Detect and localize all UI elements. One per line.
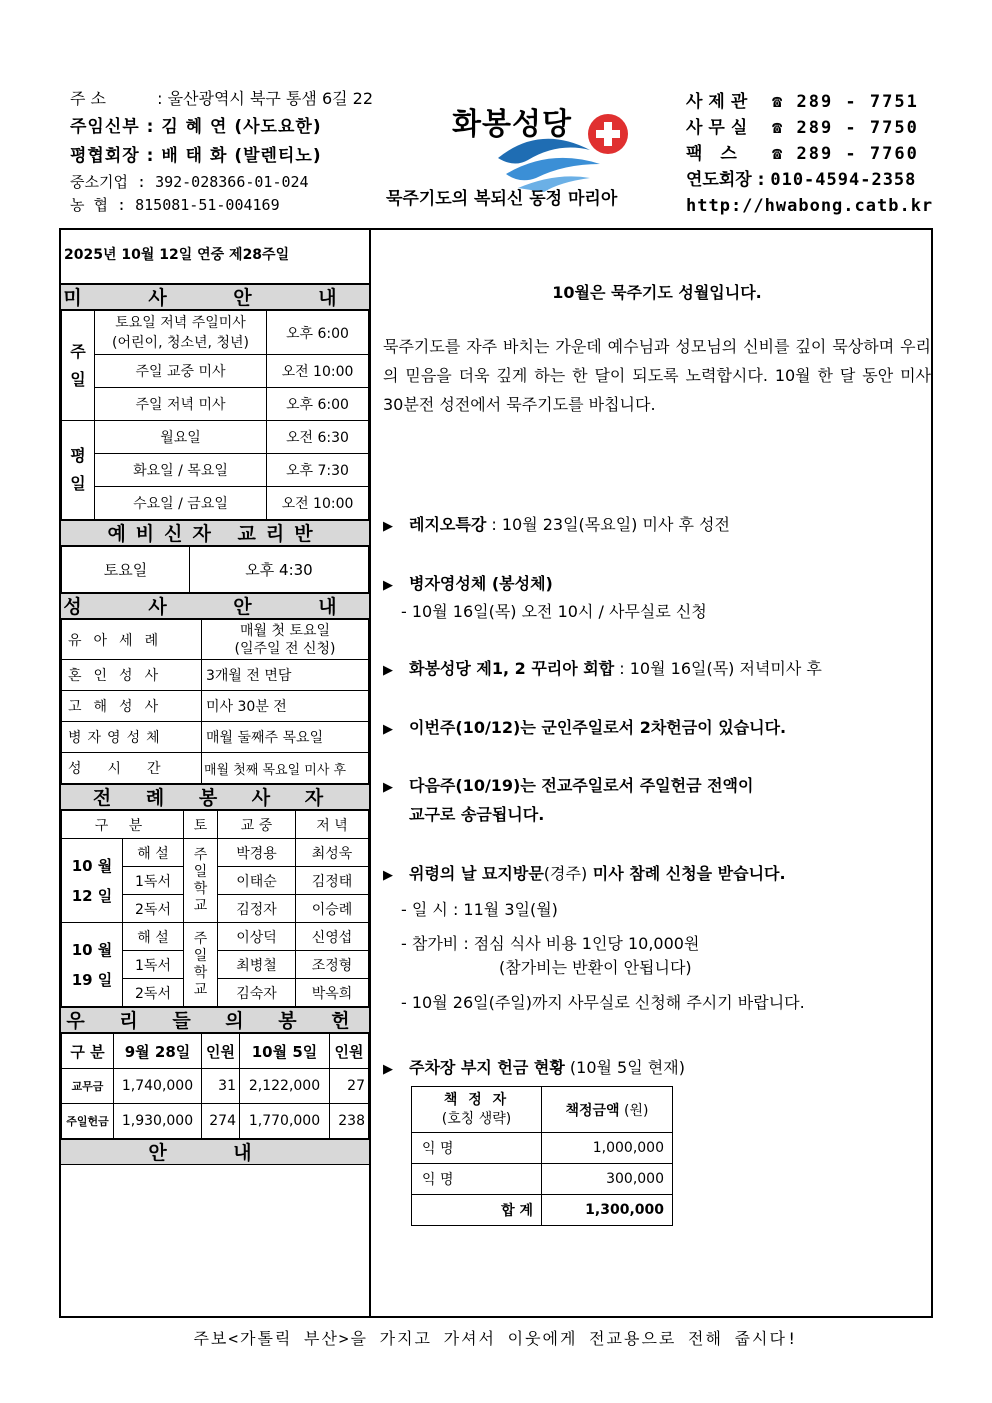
- left-column: [61, 230, 369, 1165]
- mass-time: 오후 7:30: [267, 454, 369, 487]
- triangle-bullet-icon: ▶: [383, 663, 393, 678]
- frame-bottom-line: [59, 1316, 933, 1318]
- offering-header: 9월 28일: [114, 1034, 202, 1069]
- mass-name: 수요일 / 금요일: [95, 487, 267, 520]
- church-name: 화봉성당: [452, 107, 572, 142]
- mass-name: 주일 교중 미사: [95, 355, 267, 388]
- intro-paragraph: 묵주기도를 자주 바치는 가운데 예수님과 성모님의 신비를 깊이 묵상하며 우리의 믿음을 더욱 깊게 하는 한 달이 되도록 노력합시다. 10월 한 달 동안 미사 30분전 성전에서 묵주기도를 바칩니다.: [383, 337, 931, 414]
- address-label: 주 소: [70, 89, 106, 108]
- notice-title: 안 내: [61, 1139, 369, 1165]
- mass-name: 월요일: [95, 421, 267, 454]
- offering-count: 238: [330, 1104, 369, 1139]
- sacrament-name: 고해성사: [62, 691, 202, 722]
- offering-header: 구 분: [62, 1034, 114, 1069]
- serve-date: 10 월 12 일: [62, 839, 123, 923]
- offering-count: 31: [202, 1069, 240, 1104]
- serve-role: 해 설: [123, 839, 184, 867]
- offering-label: 교무금: [62, 1069, 114, 1104]
- serve-main: 이상덕: [218, 923, 296, 951]
- offering-count: 274: [202, 1104, 240, 1139]
- parking-header-name: 책 정 자 (호칭 생략): [412, 1087, 542, 1133]
- council-name: 배 태 화 (발렌티노): [161, 146, 322, 166]
- catechumen-day: 토요일: [62, 547, 190, 593]
- triangle-bullet-icon: ▶: [383, 578, 393, 593]
- offering-header: 10월 5일: [240, 1034, 330, 1069]
- triangle-bullet-icon: ▶: [383, 722, 393, 737]
- mass-time: 오전 6:30: [267, 421, 369, 454]
- parking-total: 1,300,000: [542, 1195, 673, 1226]
- notice-item: ▶ 화봉성당 제1, 2 꾸리아 회합 : 10월 16일(목) 저녁미사 후: [383, 659, 822, 678]
- notice-sub: - 참가비 : 점심 식사 비용 1인당 10,000원: [401, 934, 700, 953]
- notice-item: ▶ 다음주(10/19)는 전교주일로서 주일헌금 전액이: [383, 776, 754, 795]
- serve-header: 구 분: [62, 811, 184, 839]
- serve-main: 김숙자: [218, 979, 296, 1007]
- contact-fax: 팩 스 ☎ 289 - 7760: [686, 144, 919, 164]
- sacrament-name: 성시간: [62, 753, 202, 784]
- sacrament-value: 매월 첫 토요일 (일주일 전 신청): [202, 620, 369, 660]
- serve-eve: 이승례: [296, 895, 369, 923]
- header-info: 주 소 : 울산광역시 북구 통샘 6길 22 주임신부 : 김 혜 연 (사도요한) 평협회장 : 배 태 화 (발렌티노) 중소기업 : 392-028366-01-024 농 협 : 815081-51-004169: [70, 84, 370, 217]
- month-title: 10월은 묵주기도 성월입니다.: [552, 283, 762, 302]
- mass-table: [61, 310, 369, 520]
- offering-amount: 1,930,000: [114, 1104, 202, 1139]
- pastor-name: 김 혜 연 (사도요한): [161, 117, 322, 137]
- triangle-bullet-icon: ▶: [383, 868, 393, 883]
- mass-time: 오전 10:00: [267, 487, 369, 520]
- offering-amount: 2,122,000: [240, 1069, 330, 1104]
- serve-main: 이태순: [218, 867, 296, 895]
- serve-main: 박경용: [218, 839, 296, 867]
- offering-title: 우 리 들 의 봉 헌: [61, 1007, 369, 1033]
- triangle-bullet-icon: ▶: [383, 519, 393, 534]
- bulletin-date: 2025년 10월 12일 연중 제28주일: [61, 230, 369, 284]
- sunday-label: 주일: [62, 311, 95, 421]
- notice-item: ▶ 이번주(10/12)는 군인주일로서 2차헌금이 있습니다.: [383, 718, 787, 737]
- parking-header-amount: 책정금액 (원): [542, 1087, 673, 1133]
- notice-item: ▶ 위령의 날 묘지방문(경주) 미사 참례 신청을 받습니다.: [383, 864, 786, 883]
- offering-header: 인원: [202, 1034, 240, 1069]
- parking-amount: 1,000,000: [542, 1133, 673, 1164]
- sacrament-value: 매월 둘째주 목요일: [202, 722, 369, 753]
- mass-name: 주일 저녁 미사: [95, 388, 267, 421]
- mass-time: 오전 10:00: [267, 355, 369, 388]
- offering-header: 인원: [330, 1034, 369, 1069]
- sacrament-name: 병자영성체: [62, 722, 202, 753]
- notice-sub: - 일 시 : 11월 3일(월): [401, 900, 558, 919]
- serve-sat: 주일학교: [184, 923, 218, 1007]
- serve-eve: 조정형: [296, 951, 369, 979]
- mass-title: 미 사 안 내: [61, 284, 369, 310]
- serve-role: 1독서: [123, 951, 184, 979]
- offering-count: 27: [330, 1069, 369, 1104]
- serve-title: 전 례 봉 사 자: [61, 784, 369, 810]
- motto: 묵주기도의 복되신 동정 마리아: [386, 189, 618, 209]
- serve-eve: 신영섭: [296, 923, 369, 951]
- notice-item: ▶ 레지오특강 : 10월 23일(목요일) 미사 후 성전: [383, 515, 730, 534]
- contact-rectory: 사제관 ☎ 289 - 7751: [686, 92, 919, 112]
- notice-item: ▶ 주차장 부지 헌금 현황 (10월 5일 현재): [383, 1058, 685, 1077]
- sacrament-title: 성 사 안 내: [61, 593, 369, 619]
- mass-name: 토요일 저녁 주일미사 (어린이, 청소년, 청년): [95, 311, 267, 355]
- serve-eve: 최성욱: [296, 839, 369, 867]
- council-label: 평협회장: [70, 146, 140, 166]
- sacrament-name: 혼인성사: [62, 660, 202, 691]
- notice-sub: - 10월 16일(목) 오전 10시 / 사무실로 신청: [401, 602, 707, 621]
- parking-donor: 익 명: [412, 1133, 542, 1164]
- sacrament-name: 유아세례: [62, 620, 202, 660]
- sacrament-table: [61, 619, 369, 784]
- catechumen-title: 예비신자 교리반: [61, 520, 369, 546]
- notice-item: ▶ 병자영성체 (봉성체): [383, 574, 553, 593]
- mass-name: 화요일 / 목요일: [95, 454, 267, 487]
- bank1-label: 중소기업: [70, 173, 128, 191]
- parking-amount: 300,000: [542, 1164, 673, 1195]
- catechumen-time: 오후 4:30: [190, 547, 369, 593]
- pastor-label: 주임신부: [70, 117, 140, 137]
- bank2-label: 농 협: [70, 196, 109, 214]
- serve-role: 해 설: [123, 923, 184, 951]
- contact-office: 사무실 ☎ 289 - 7750: [686, 118, 919, 138]
- offering-table: [61, 1033, 369, 1139]
- mass-time: 오후 6:00: [267, 311, 369, 355]
- notice-item-line2: 교구로 송금됩니다.: [409, 805, 545, 824]
- website-link[interactable]: http://hwabong.catb.kr: [686, 196, 934, 216]
- notice-sub: (참가비는 반환이 안됩니다): [499, 958, 692, 977]
- parking-total-label: 합 계: [412, 1195, 542, 1226]
- serve-header: 저 녁: [296, 811, 369, 839]
- serve-sat: 주일학교: [184, 839, 218, 923]
- sacrament-value: 매월 첫째 목요일 미사 후: [202, 753, 369, 784]
- parking-donor: 익 명: [412, 1164, 542, 1195]
- bank1-account: 392-028366-01-024: [155, 173, 309, 191]
- address: 울산광역시 북구 통샘 6길 22: [167, 89, 374, 108]
- catechumen-table: [61, 546, 369, 593]
- serve-date: 10 월 19 일: [62, 923, 123, 1007]
- sacrament-value: 3개월 전 면담: [202, 660, 369, 691]
- offering-amount: 1,740,000: [114, 1069, 202, 1104]
- serve-role: 2독서: [123, 895, 184, 923]
- contact-yeondo: 연도회장 : 010-4594-2358: [686, 170, 917, 190]
- triangle-bullet-icon: ▶: [383, 780, 393, 795]
- serve-role: 2독서: [123, 979, 184, 1007]
- serve-eve: 김정태: [296, 867, 369, 895]
- contact-block: [686, 89, 936, 219]
- parking-table: [411, 1086, 673, 1226]
- serve-main: 김정자: [218, 895, 296, 923]
- mass-time: 오후 6:00: [267, 388, 369, 421]
- column-divider: [369, 228, 371, 1316]
- serve-role: 1독서: [123, 867, 184, 895]
- serve-header: 토: [184, 811, 218, 839]
- serve-main: 최병철: [218, 951, 296, 979]
- footer-note: 주보<가톨릭 부산>을 가지고 가셔서 이웃에게 전교용으로 전해 줍시다!: [193, 1329, 799, 1348]
- sacrament-value: 미사 30분 전: [202, 691, 369, 722]
- offering-amount: 1,770,000: [240, 1104, 330, 1139]
- notice-sub: - 10월 26일(주일)까지 사무실로 신청해 주시기 바랍니다.: [401, 993, 805, 1012]
- bank2-account: 815081-51-004169: [135, 196, 280, 214]
- offering-label: 주일헌금: [62, 1104, 114, 1139]
- serve-header: 교 중: [218, 811, 296, 839]
- weekday-label: 평일: [62, 421, 95, 520]
- triangle-bullet-icon: ▶: [383, 1062, 393, 1077]
- serve-table: [61, 810, 369, 1007]
- serve-eve: 박옥희: [296, 979, 369, 1007]
